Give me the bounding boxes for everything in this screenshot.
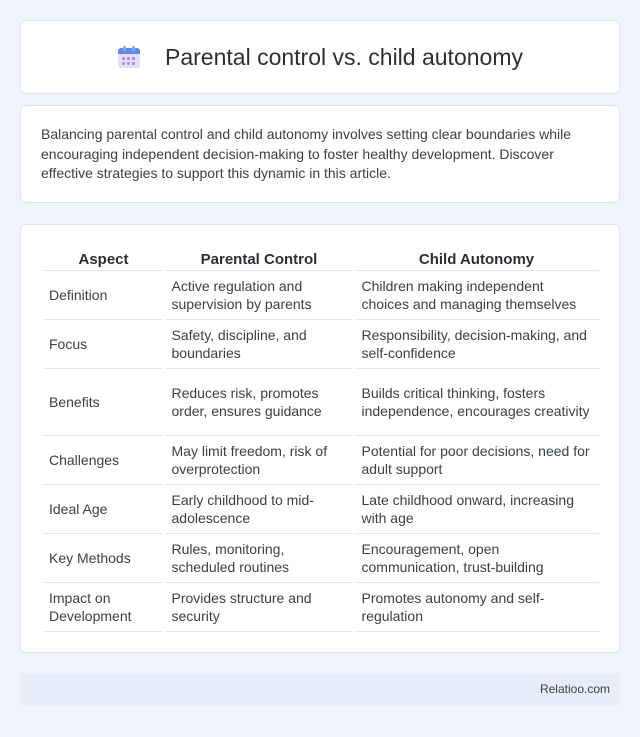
row-child-autonomy: Potential for poor decisions, need for adult support xyxy=(354,435,599,484)
row-child-autonomy: Children making independent choices and managing themselves xyxy=(354,270,599,319)
row-aspect: Focus xyxy=(43,319,164,368)
table-row xyxy=(43,435,599,484)
row-aspect: Definition xyxy=(43,270,164,319)
table-row xyxy=(43,582,599,631)
table-row xyxy=(43,484,599,533)
row-aspect: Impact on Development xyxy=(43,582,164,631)
calendar-icon xyxy=(117,45,141,69)
title-card xyxy=(20,20,620,94)
table-row xyxy=(43,368,599,435)
table-row xyxy=(43,319,599,368)
row-parental-control: Provides structure and security xyxy=(164,582,354,631)
intro-card xyxy=(20,105,620,203)
table-header-row xyxy=(43,246,599,270)
row-aspect: Challenges xyxy=(43,435,164,484)
title-wrap xyxy=(117,44,523,71)
intro-text: Balancing parental control and child autonomy involves setting clear boundaries while encouraging independent decision-making to foster healthy development. Discover effective strategies to support this dynamic in this article. xyxy=(41,126,571,181)
footer xyxy=(20,673,620,705)
comparison-table-card xyxy=(20,224,620,653)
comparison-table xyxy=(43,246,599,632)
page-title: Parental control vs. child autonomy xyxy=(165,43,523,70)
row-parental-control: Active regulation and supervision by parents xyxy=(164,270,354,319)
header-aspect: Aspect xyxy=(43,246,164,270)
footer-brand: Relatioo.com xyxy=(539,682,610,696)
row-child-autonomy: Builds critical thinking, fosters independence, encourages creativity xyxy=(354,368,599,435)
row-parental-control: Early childhood to mid-adolescence xyxy=(164,484,354,533)
table-row xyxy=(43,270,599,319)
row-aspect: Key Methods xyxy=(43,533,164,582)
row-child-autonomy: Promotes autonomy and self-regulation xyxy=(354,582,599,631)
row-child-autonomy: Encouragement, open communication, trust-building xyxy=(354,533,599,582)
row-parental-control: Rules, monitoring, scheduled routines xyxy=(164,533,354,582)
row-parental-control: May limit freedom, risk of overprotection xyxy=(164,435,354,484)
row-child-autonomy: Late childhood onward, increasing with age xyxy=(354,484,599,533)
row-aspect: Benefits xyxy=(43,368,164,435)
row-aspect: Ideal Age xyxy=(43,484,164,533)
header-parental-control: Parental Control xyxy=(164,246,354,270)
row-child-autonomy: Responsibility, decision-making, and self-confidence xyxy=(354,319,599,368)
table-row xyxy=(43,533,599,582)
row-parental-control: Safety, discipline, and boundaries xyxy=(164,319,354,368)
row-parental-control: Reduces risk, promotes order, ensures guidance xyxy=(164,368,354,435)
header-child-autonomy: Child Autonomy xyxy=(354,246,599,270)
